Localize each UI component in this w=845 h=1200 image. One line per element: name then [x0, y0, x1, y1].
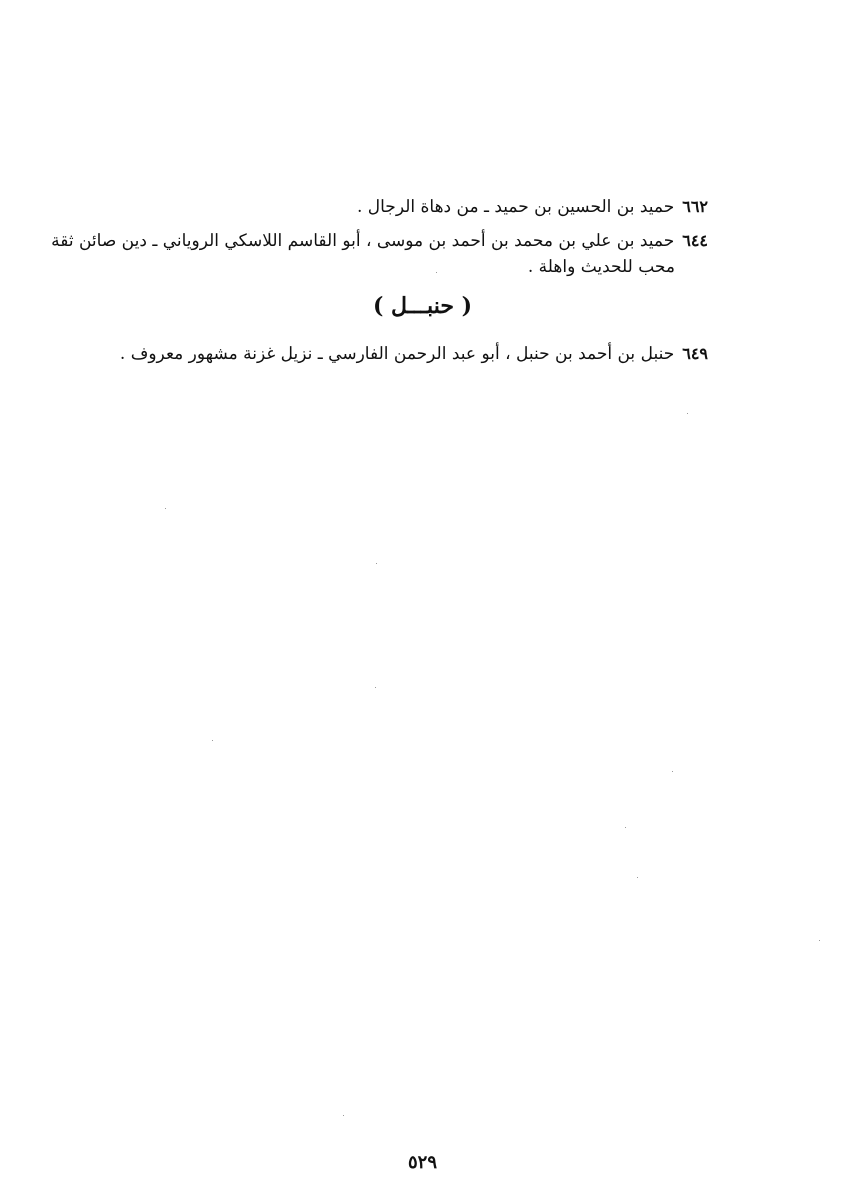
scan-speck	[375, 687, 376, 688]
scan-speck	[436, 272, 437, 273]
scan-speck	[625, 827, 626, 828]
scan-speck	[672, 771, 673, 772]
entry-number: ٦٤٩	[682, 344, 708, 363]
entry-number: ٦٤٤	[682, 231, 708, 250]
entry-644	[51, 227, 708, 255]
page-number: ٥٢٩	[407, 1152, 437, 1173]
entry-649	[120, 340, 708, 368]
entry-continuation: محب للحديث واهلة .	[527, 257, 675, 277]
scan-speck	[819, 940, 820, 941]
entry-text: حنبل بن أحمد بن حنبل ، أبو عبد الرحمن الفارسي ـ نزيل غزنة مشهور معروف .	[119, 344, 675, 364]
scan-speck	[687, 413, 688, 414]
entry-662	[357, 193, 708, 221]
scan-speck	[637, 877, 638, 878]
entry-text: حميد بن علي بن محمد بن أحمد بن موسى ، أبو القاسم اللاسكي الروياني ـ دين صائن ثقة	[51, 231, 675, 251]
entry-text: حميد بن الحسين بن حميد ـ من دهاة الرجال .	[356, 197, 675, 217]
section-heading: ( حنبـــل )	[372, 293, 472, 319]
scan-speck	[165, 508, 166, 509]
entry-number: ٦٦٢	[682, 197, 708, 216]
scan-speck	[343, 1115, 344, 1116]
scan-speck	[212, 740, 213, 741]
scan-speck	[376, 563, 377, 564]
